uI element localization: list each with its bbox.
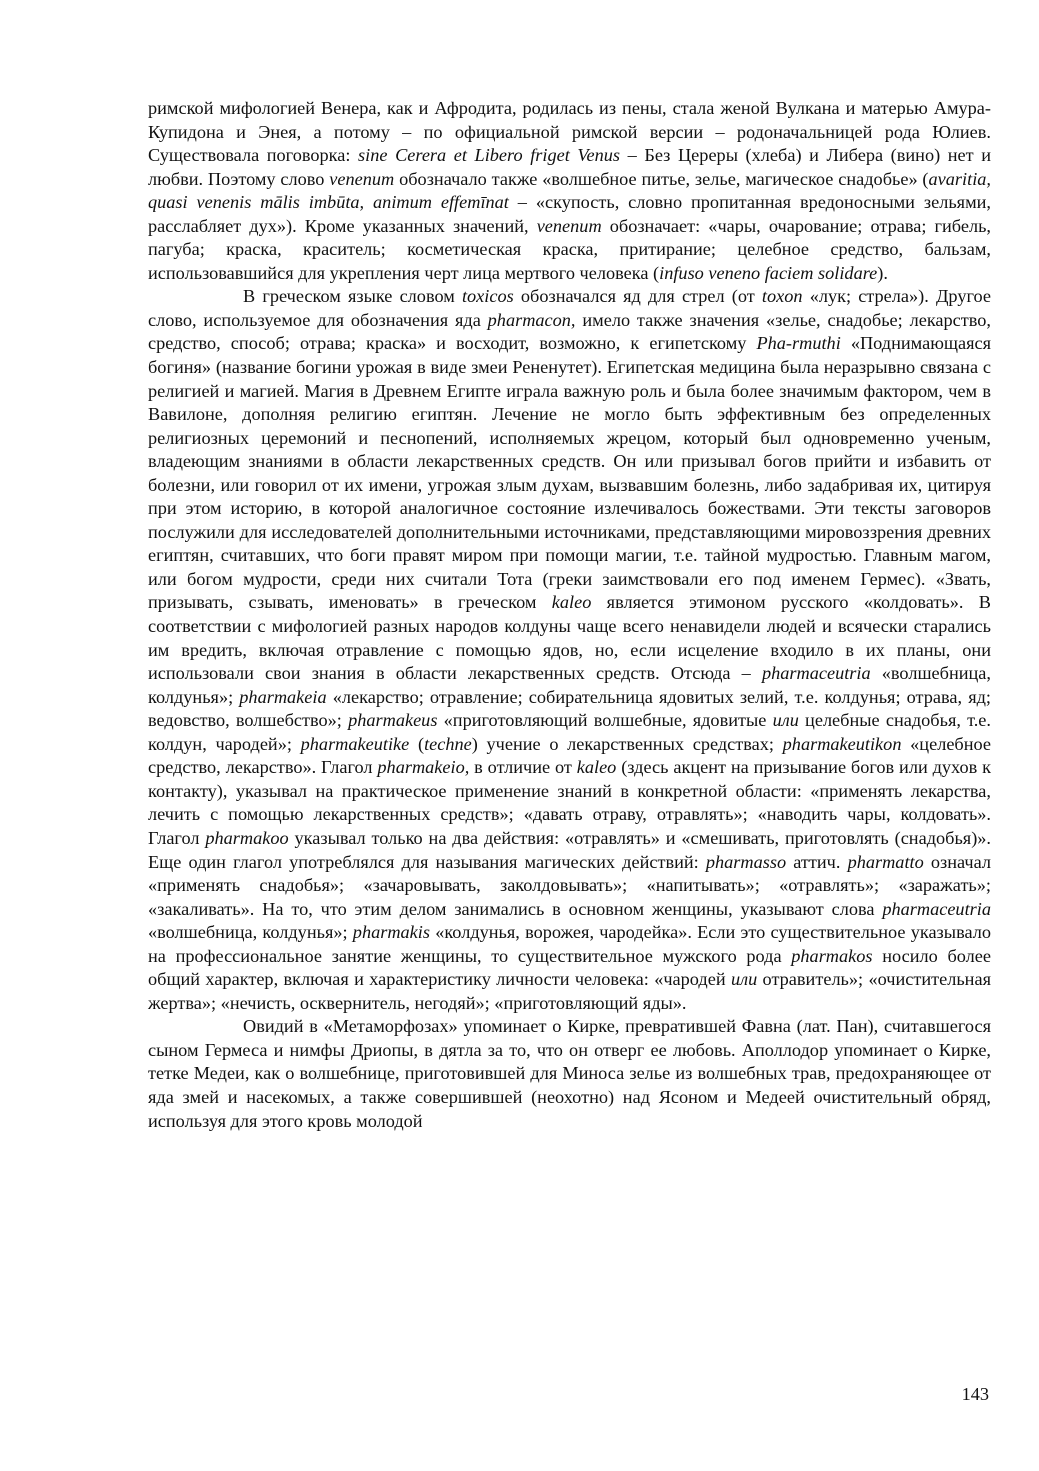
italic-term: infuso veneno faciem solidare — [659, 262, 878, 283]
text-run: – Без Цереры (хлеба) и Либера (вино) нет и любви. Поэтому слово — [148, 145, 992, 189]
text-run: «волшебница, колдунья»; — [148, 922, 353, 943]
italic-term: kaleo — [576, 757, 617, 778]
page-number: 143 — [961, 1384, 989, 1404]
text-run: «лук; стрела»). Другое слово, используемое для обозначения яда — [148, 286, 991, 330]
italic-term: venenum — [536, 215, 602, 236]
text-run: является этимоном русского «колдовать». В соответствии с мифологией разных народов колдуны чаще всего ненавидели людей и всячески старались им вредить, включая отравление с помощью ядов, но, если исцеление входило в их планы, они использовали свои знания в области лекарственных средств. Отсюда – — [148, 592, 991, 684]
italic-term: techne — [424, 733, 472, 754]
italic-term: pharmatto — [847, 851, 924, 872]
text-run: обозначался яд для стрел (от — [513, 286, 762, 307]
text-run: (здесь акцент на призывание богов или духов к контакту), указывал на практическое применение знаний в конкретной области: «применять лекарства, лечить с помощью лекарственных средств»; «давать отраву, отравлять»; «наводить чары, колдовать». Глагол — [148, 757, 992, 848]
text-run: в отличие от — [469, 757, 577, 778]
text-run: обозначает: «чары, очарование; отрава; гибель, пагуба; краска, краситель; косметическая краска, притирание; целебное средство, бальзам, использовавшийся для укрепления черт лица мертвого человека ( — [148, 215, 992, 283]
italic-term: kaleo — [551, 592, 592, 613]
italic-term: pharmakeio, — [377, 757, 470, 778]
text-run: римской мифологией Венера, как и Афродита, родилась из пены, стала женой Вулкана и матерью Амура-Купидона и Энея, а потому – по официальной римской версии – родоначальницей рода Юлиев. Существовала поговорка: — [148, 98, 991, 166]
text-run: Овидий в «Метаморфозах» упоминает о Кирке, превратившей Фавна (лат. Пан), считавшегося сыном Гермеса и нимфы Дриопы, в дятла за то, что он отверг ее любовь. Аполлодор упоминает о Кирке, тетке Медеи, как о волшебнице, приготовившей для Миноса зелье из волшебных трав, предохраняющее от яда змей и насекомых, а также совершившей (неохотно) над Ясоном и Медеей очистительный обряд, используя для этого кровь молодой — [148, 1016, 991, 1131]
text-run: указывал только на два действия: «отравлять» и «смешивать, приготовлять (снадобья)». Еще один глагол употреблялся для называния магических действий: — [148, 827, 991, 872]
text-run: имело также значения «зелье, снадобье; лекарство, средство, способ; отрава; краска» и восходит, возможно, к египетскому — [148, 309, 992, 354]
italic-term: pharmakeutikon — [782, 733, 902, 754]
italic-term: pharmakos — [791, 945, 873, 966]
italic-term: pharmakeutike — [300, 733, 410, 754]
text-run: аттич. — [786, 851, 848, 872]
text-run: обозначало также «волшебное питье, зелье, магическое снадобье» ( — [394, 168, 929, 189]
text-run: ( — [409, 733, 425, 754]
italic-term: pharmakoo — [205, 827, 289, 848]
italic-term: pharmakeia — [239, 686, 327, 707]
text-run: «колдунья, ворожея, чародейка». Если это существительное указывало на профессиональное занятие женщины, то существительное мужского рода — [148, 922, 991, 966]
italic-term: или — [772, 710, 799, 731]
text-run: «Поднимающаяся богиня» (название богини урожая в виде змеи Рененутет). Египетская медицина была неразрывно связана с религией и магией. Магия в Древнем Египте играла важную роль и была более значимым фактором, чем в Вавилоне, дополняя религию египтян. Лечение не могло быть эффективным без определенных религиозных церемоний и песнопений, исполняемых жрецом, который был одновременно ученым, владеющим знаниями в области лекарственных средств. Он или призывал богов прийти и избавить от болезни, или говорил от их имени, угрожая злым духам, вызвавшим болезнь, либо задабривая их, цитируя при этом историю, в которой аналогичное состояние излечивалось божествами. Эти тексты заговоров послужили для исследователей дополнительными источниками, представляющими мировоззрения древних египтян, считавших, что боги правят миром при помощи магии, т.е. тайной мудростью. Главным магом, или богом мудрости, среди них считали Тота (греки заимствовали его под именем Гермес). «Звать, призывать, сзывать, именовать» в греческом — [148, 333, 991, 613]
italic-term: venenum — [329, 168, 395, 189]
text-run: ). — [877, 262, 888, 283]
paragraph — [148, 285, 991, 1015]
text-run: означал «применять снадобья»; «зачаровывать, заколдовывать»; «напитывать»; «отравлять»; «заражать»; «закаливать». На то, что этим делом занимались в основном женщины, указывают слова — [148, 851, 991, 919]
text-run: – «скупость, словно пропитанная вредоносными зельями, расслабляет дух»). Кроме указанных значений, — [148, 192, 992, 236]
document-body — [148, 97, 991, 1133]
text-run: «целебное средство, лекарство». Глагол — [148, 733, 991, 778]
text-run: отравитель»; «очистительная жертва»; «нечисть, осквернитель, негодяй»; «приготовляющий яды». — [148, 969, 991, 1013]
text-run: носило более общий характер, включая и характеристику личности человека: «чародей — [148, 945, 991, 990]
italic-term: Pha-rmuthi — [756, 333, 841, 354]
italic-term: sine Cerera et Libero friget Venus — [358, 145, 621, 166]
text-run: «лекарство; отравление; собирательница ядовитых зелий, т.е. колдунья; отрава, яд; ведовство, волшебство»; — [148, 686, 991, 731]
italic-term: avaritia, quasi venenis mālis imbūta, animum effemīnat — [148, 168, 991, 213]
paragraph — [148, 1015, 991, 1133]
italic-term: toxicos — [461, 286, 514, 307]
text-run: ) учение о лекарственных средствах; — [471, 733, 783, 754]
italic-term: toxon — [761, 286, 803, 307]
italic-term: pharmakeus — [348, 710, 438, 731]
italic-term: pharmacon, — [487, 309, 576, 330]
text-run: «приготовляющий волшебные, ядовитые — [437, 710, 773, 731]
paragraph — [148, 97, 991, 285]
text-run: В греческом языке словом — [243, 286, 462, 307]
italic-term: pharmasso — [705, 851, 787, 872]
text-run: целебные снадобья, т.е. колдун, чародей»; — [148, 710, 991, 754]
italic-term: pharmaceutria — [761, 663, 871, 684]
text-run: «волшебница, колдунья»; — [148, 663, 991, 707]
italic-term: или — [730, 969, 758, 990]
italic-term: pharmaceutria — [882, 898, 991, 919]
italic-term: pharmakis — [352, 922, 430, 943]
